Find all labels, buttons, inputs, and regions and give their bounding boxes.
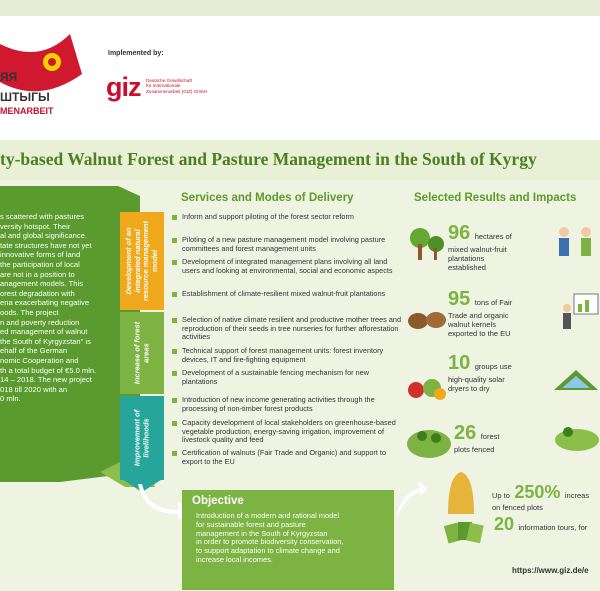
header [0,16,600,140]
tree-plantation-icon [406,226,446,266]
service-item [172,316,404,342]
giz-name-line: Deutsche Gesellschaft [146,78,192,83]
left-text-line: n and poverty reduction [0,317,80,327]
result-text: plantations [448,254,485,263]
people-icon [554,224,600,268]
result-text: established [448,263,486,272]
bullet-square-icon [172,349,177,354]
result-text: high-quality solar [448,375,505,384]
bar-integrated-model [120,212,164,310]
bullet-square-icon [172,371,177,376]
bar-forest-areas [120,312,164,394]
objective-line: to support adaptation to climate change and [196,546,340,556]
service-item [172,419,404,445]
bullet-square-icon [172,238,177,243]
logo-text-1: ЯЯ [0,70,18,84]
result-number: 95 [448,288,471,310]
service-text: Technical support of forest management units: forest inventory devices, IT and fire-fighting equipment [182,346,384,364]
left-description [0,212,118,404]
left-text-line: 018 till 2020 with an [0,384,68,394]
left-text-line: versity hotspot. Their [0,221,71,231]
left-text-line: innovative forms of land [0,250,81,260]
left-text-line: tate structures have not yet [0,240,92,250]
objective-line: increase local incomes. [196,554,273,564]
left-text-line: nomic Cooperation and [0,355,79,365]
left-text-line: anagement models. This [0,279,84,289]
objective-line: Introduction of a modern and rational model [196,511,339,520]
footer-url[interactable]: https://www.giz.de/e [512,566,589,575]
services-title: Services and Modes of Delivery [181,192,354,204]
fruits-icon [406,364,448,404]
objective-line: in order to promote biodiversity conservation, [196,537,344,547]
service-text: Introduction of new income generating activities through the processing of non-timber forest products [182,395,375,413]
bar-label: Increase of forest areas [132,321,150,385]
bullet-square-icon [172,260,177,265]
result-text: information tours, for [518,523,588,532]
bar-label: Improvement of livelihoods [132,409,150,467]
result-text: exported to the EU [448,329,511,338]
service-text: Capacity development of local stakeholders on greenhouse-based vegetable production, energy-saving irrigation, improvement of livestock quality and feed [182,418,396,445]
result-text: on fenced plots [492,503,543,512]
result-item [492,482,589,512]
objective-line: for sustainable forest and pasture [196,519,306,529]
result-text: dryers to dry [448,384,490,393]
result-text: Trade and organic [448,311,509,320]
service-text: Development of integrated management plans involving all land users and looking at environmental, social and economic aspects [182,257,393,275]
objective-box [182,490,394,590]
service-item [172,258,404,275]
service-text: Establishment of climate-resilient mixed walnut-fruit plantations [182,289,386,298]
result-item [494,514,587,535]
left-text-line: al and global significance. [0,231,87,241]
results-arrow-icon [394,478,430,518]
service-item [172,369,404,386]
walnut-icon [406,306,448,336]
implemented-by-label: Implemented by: [108,50,164,57]
left-text-line: ehalf of the German [0,346,68,356]
top-strip [0,0,600,16]
service-text: Inform and support piloting of the forest sector reform [182,212,354,221]
page-title: ty-based Walnut Forest and Pasture Management in the South of Kyrgy [0,149,537,169]
result-item [448,352,512,393]
left-text-line: 0 mln. [0,394,21,404]
result-number: 10 [448,352,471,374]
service-text: Certification of walnuts (Fair Trade and Organic) and support to export to the EU [182,448,387,466]
result-prefix: Up to [492,491,510,500]
service-item [172,347,404,364]
result-text: tons of Fair [474,298,513,307]
objective-text [196,512,343,565]
left-text-line: are not in a position to [0,269,75,279]
service-item [172,449,404,466]
left-text-line: ed management of walnut [0,327,88,337]
giz-name [146,78,207,94]
giz-name-line: für Internationale [146,83,181,89]
result-number: 96 [448,222,471,244]
result-number: 250% [514,482,561,502]
objective-title: Objective [192,495,244,507]
result-number: 26 [454,422,477,444]
result-text: mixed walnut-fruit [448,245,507,254]
kyrgyz-flag-logo-icon [0,34,100,94]
logo-text-3: MENARBEIT [0,106,54,116]
result-text: plots fenced [454,445,495,454]
results-list [406,218,600,578]
result-item [454,422,499,454]
service-item [172,213,404,222]
left-text-line: 14 – 2018. The new project [0,375,92,385]
result-item [448,222,512,272]
result-item [448,288,512,338]
fenced-plot-icon [406,420,452,460]
service-item [172,236,404,253]
result-text: forest [480,432,500,441]
left-text-line: s scattered with pastures [0,212,84,221]
left-text-line: orest degradation with [0,288,75,298]
bullet-square-icon [172,292,177,297]
logo-text-2: ШТЫГЫ [0,90,50,104]
service-text: Piloting of a new pasture management model involving pasture committees and forest management units [182,235,386,253]
giz-logo: giz [106,72,141,102]
left-text-line: oods. The project [0,307,59,317]
result-text: hectares of [474,232,512,241]
objective-line: management in the South of Kyrgyzstan [196,528,328,538]
documents-icon [444,518,484,544]
service-text: Selection of native climate resilient and productive mother trees and reproduction of their seeds in tree nurseries for further afforestation activities [182,315,402,342]
title-band [0,140,600,180]
bullet-square-icon [172,398,177,403]
results-title: Selected Results and Impacts [414,192,577,204]
left-text-line: ena exacerbating negative [0,298,90,308]
left-text-line: the participation of local [0,259,80,269]
result-text: increas [564,491,590,500]
result-text: groups use [474,362,512,371]
bullet-square-icon [172,421,177,426]
bar-label: Development of an integrated natural resource management model [124,220,159,302]
solar-dryer-icon [552,364,600,394]
haystack-icon [446,470,476,516]
bullet-square-icon [172,215,177,220]
presenter-icon [560,292,600,336]
left-text-line: th a total budget of €5.0 mln. [0,365,97,375]
service-item [172,290,404,299]
result-number: 20 [494,514,515,534]
result-text: walnut kernels [448,320,496,329]
giz-name-line: Zusammenarbeit (GIZ) GmbH [146,88,208,94]
left-text-line: the South of Kyrgyzstan" is [0,336,91,346]
bar-livelihoods [120,396,164,480]
service-item [172,396,404,413]
bullet-square-icon [172,318,177,323]
landscape-icon [554,418,600,452]
bullet-square-icon [172,451,177,456]
service-text: Development of a sustainable fencing mechanism for new plantations [182,368,369,386]
